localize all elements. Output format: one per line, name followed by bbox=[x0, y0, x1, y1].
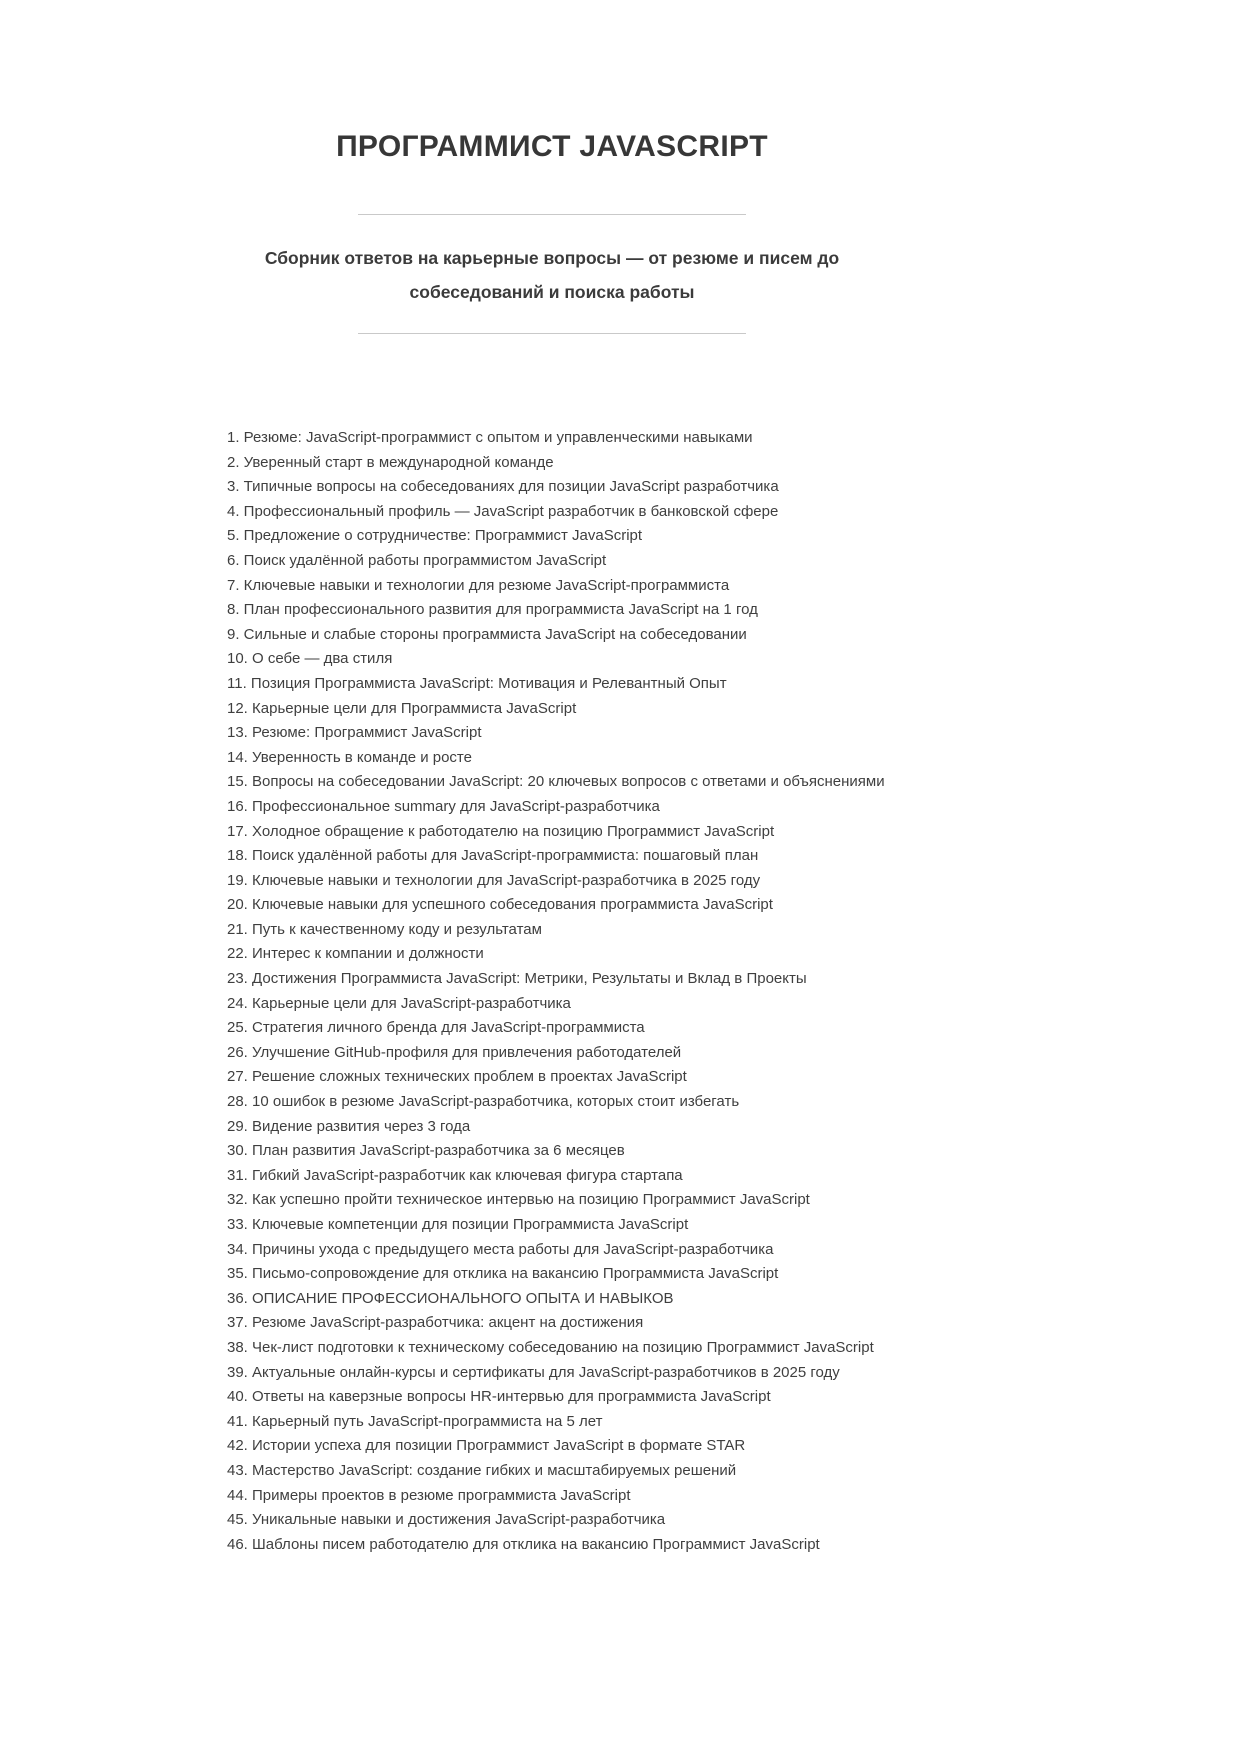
page-title: ПРОГРАММИСТ JAVASCRIPT bbox=[336, 130, 768, 163]
toc-item: 32. Как успешно пройти техническое интервью на позицию Программист JavaScript bbox=[227, 1191, 810, 1209]
toc-item: 42. Истории успеха для позиции Программист JavaScript в формате STAR bbox=[227, 1437, 746, 1455]
toc-item: 4. Профессиональный профиль — JavaScript разработчик в банковской сфере bbox=[227, 502, 779, 520]
toc-item: 22. Интерес к компании и должности bbox=[227, 945, 484, 963]
toc-item: 37. Резюме JavaScript-разработчика: акцент на достижения bbox=[227, 1314, 644, 1332]
toc-item: 29. Видение развития через 3 года bbox=[227, 1117, 471, 1135]
toc-item: 35. Письмо-сопровождение для отклика на вакансию Программиста JavaScript bbox=[227, 1265, 779, 1283]
toc-item: 18. Поиск удалённой работы для JavaScript-программиста: пошаговый план bbox=[227, 847, 759, 865]
toc-item: 36. ОПИСАНИЕ ПРОФЕССИОНАЛЬНОГО ОПЫТА И НАВЫКОВ bbox=[227, 1289, 674, 1307]
toc-item: 1. Резюме: JavaScript-программист с опытом и управленческими навыками bbox=[227, 429, 753, 446]
toc-item: 7. Ключевые навыки и технологии для резюме JavaScript-программиста bbox=[227, 576, 730, 594]
toc-item: 26. Улучшение GitHub-профиля для привлечения работодателей bbox=[227, 1043, 682, 1061]
toc-item: 8. План профессионального развития для программиста JavaScript на 1 год bbox=[227, 601, 758, 619]
toc-item: 31. Гибкий JavaScript-разработчик как ключевая фигура стартапа bbox=[227, 1166, 683, 1184]
toc-item: 20. Ключевые навыки для успешного собеседования программиста JavaScript bbox=[227, 896, 773, 914]
toc-item: 21. Путь к качественному коду и результатам bbox=[227, 920, 542, 938]
toc-item: 10. О себе — два стиля bbox=[227, 650, 393, 668]
toc-item: 46. Шаблоны писем работодателю для отклика на вакансию Программист JavaScript bbox=[227, 1535, 820, 1553]
divider-bottom bbox=[358, 333, 746, 334]
toc-item: 14. Уверенность в команде и росте bbox=[227, 748, 472, 766]
toc-item: 39. Актуальные онлайн-курсы и сертификаты для JavaScript-разработчиков в 2025 году bbox=[227, 1363, 840, 1381]
toc-item: 44. Примеры проектов в резюме программиста JavaScript bbox=[227, 1486, 631, 1504]
toc-item: 41. Карьерный путь JavaScript-программиста на 5 лет bbox=[227, 1412, 603, 1430]
page-subtitle: Сборник ответов на карьерные вопросы — от резюме и писем до собеседований и поиска работы bbox=[264, 248, 840, 302]
toc-item: 27. Решение сложных технических проблем в проектах JavaScript bbox=[227, 1068, 687, 1086]
toc-item: 16. Профессиональное summary для JavaScript-разработчика bbox=[227, 797, 660, 815]
toc-item: 28. 10 ошибок в резюме JavaScript-разработчика, которых стоит избегать bbox=[227, 1093, 740, 1111]
toc-item: 43. Мастерство JavaScript: создание гибких и масштабируемых решений bbox=[227, 1461, 737, 1479]
toc-item: 25. Стратегия личного бренда для JavaScript-программиста bbox=[227, 1019, 645, 1037]
toc-item: 17. Холодное обращение к работодателю на позицию Программист JavaScript bbox=[227, 822, 775, 840]
toc-item: 12. Карьерные цели для Программиста JavaScript bbox=[227, 699, 577, 717]
toc-item: 45. Уникальные навыки и достижения JavaScript-разработчика bbox=[227, 1511, 666, 1529]
toc-item: 19. Ключевые навыки и технологии для JavaScript-разработчика в 2025 году bbox=[227, 871, 761, 889]
toc-item: 30. План развития JavaScript-разработчика за 6 месяцев bbox=[227, 1142, 625, 1160]
toc-item: 6. Поиск удалённой работы программистом JavaScript bbox=[227, 551, 607, 569]
toc-item: 11. Позиция Программиста JavaScript: Мотивация и Релевантный Опыт bbox=[227, 674, 727, 692]
toc-item: 40. Ответы на каверзные вопросы HR-интервью для программиста JavaScript bbox=[227, 1388, 771, 1406]
toc-item: 2. Уверенный старт в международной команде bbox=[227, 453, 554, 471]
divider-top bbox=[358, 214, 746, 215]
toc-item: 23. Достижения Программиста JavaScript: Метрики, Результаты и Вклад в Проекты bbox=[227, 970, 807, 988]
toc-item: 5. Предложение о сотрудничестве: Программист JavaScript bbox=[227, 527, 643, 545]
toc-item: 34. Причины ухода с предыдущего места работы для JavaScript-разработчика bbox=[227, 1240, 774, 1258]
toc-list bbox=[227, 426, 885, 1637]
toc-item: 3. Типичные вопросы на собеседованиях для позиции JavaScript разработчика bbox=[227, 478, 779, 496]
toc-item: 15. Вопросы на собеседовании JavaScript: 20 ключевых вопросов с ответами и объяснениями bbox=[227, 773, 885, 791]
toc-item: 33. Ключевые компетенции для позиции Программиста JavaScript bbox=[227, 1216, 689, 1233]
toc-item: 38. Чек-лист подготовки к техническому собеседованию на позицию Программист JavaScript bbox=[227, 1338, 874, 1356]
toc-item: 24. Карьерные цели для JavaScript-разработчика bbox=[227, 994, 571, 1012]
document-page bbox=[227, 0, 885, 1637]
toc-item: 9. Сильные и слабые стороны программиста JavaScript на собеседовании bbox=[227, 625, 747, 643]
toc-item: 13. Резюме: Программист JavaScript bbox=[227, 724, 482, 742]
